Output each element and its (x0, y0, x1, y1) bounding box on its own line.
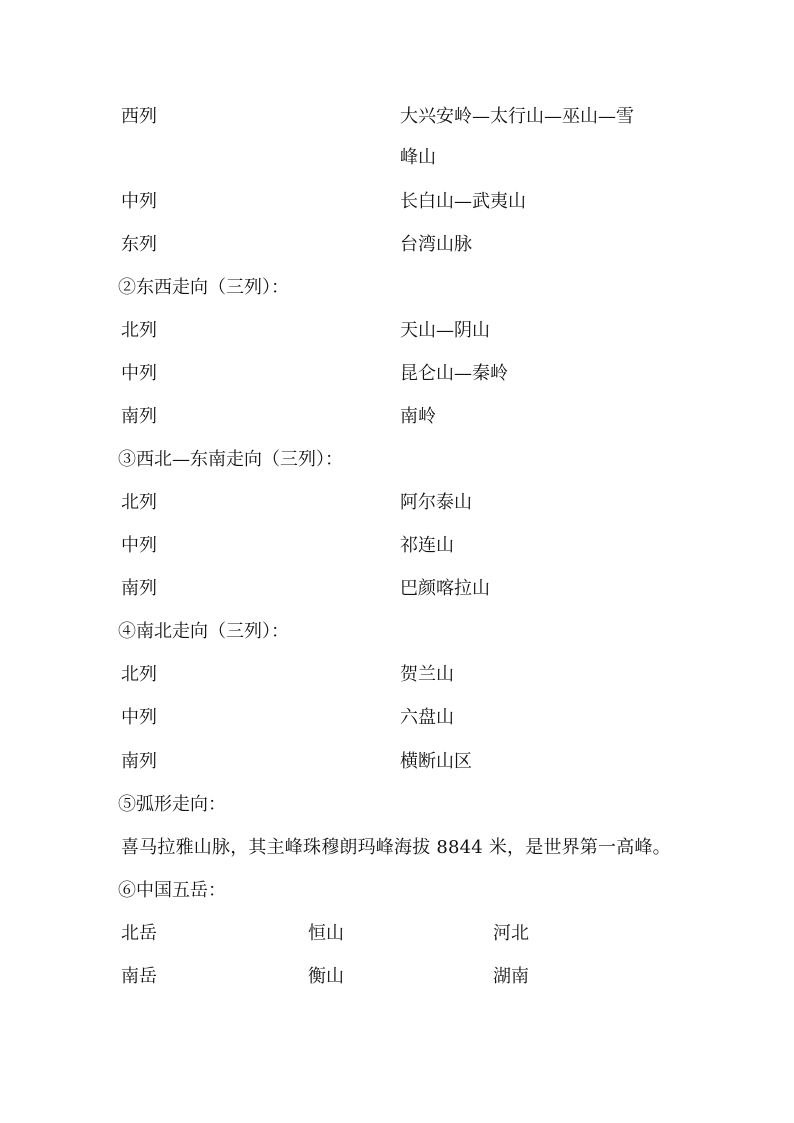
row-label: 南列 (121, 578, 157, 599)
row-label: 南列 (121, 751, 157, 772)
peak-province: 湖南 (493, 966, 529, 987)
peak-name: 北岳 (121, 923, 157, 944)
row-value: 昆仑山—秦岭 (400, 363, 508, 384)
row-label: 北列 (121, 664, 157, 685)
ne-row-west (0, 108, 794, 134)
peak-mountain: 恒山 (308, 923, 344, 944)
ns-row-north (0, 666, 794, 692)
section-heading-northwest-southeast: ③西北—东南走向（三列）： (118, 449, 343, 470)
arc-paragraph: 喜马拉雅山脉，其主峰珠穆朗玛峰海拔 8844 米，是世界第一高峰。 (121, 837, 671, 858)
row-label: 中列 (121, 707, 157, 728)
ns-heading-line (0, 623, 794, 649)
ns-row-south (0, 753, 794, 779)
row-value: 长白山—武夷山 (400, 191, 526, 212)
row-value: 阿尔泰山 (400, 492, 472, 513)
section-heading-north-south: ④南北走向（三列）： (118, 621, 289, 642)
ew-row-north (0, 322, 794, 348)
row-value: 天山—阴山 (400, 320, 490, 341)
ne-row-east (0, 236, 794, 262)
row-label: 东列 (121, 234, 157, 255)
peak-province: 河北 (493, 923, 529, 944)
row-value: 台湾山脉 (400, 234, 472, 255)
five-peaks-row (0, 925, 794, 951)
arc-paragraph-line (0, 839, 794, 865)
row-label: 中列 (121, 363, 157, 384)
row-value: 祁连山 (400, 535, 454, 556)
section-heading-arc: ⑤弧形走向： (118, 794, 226, 815)
row-value: 南岭 (400, 406, 436, 427)
peak-name: 南岳 (121, 966, 157, 987)
row-label: 西列 (121, 106, 157, 127)
ne-row-west-continued (0, 149, 794, 175)
row-label: 中列 (121, 191, 157, 212)
peak-mountain: 衡山 (308, 966, 344, 987)
nwse-row-middle (0, 537, 794, 563)
row-value: 巴颜喀拉山 (400, 578, 490, 599)
row-value: 贺兰山 (400, 664, 454, 685)
section-heading-east-west: ②东西走向（三列）： (118, 277, 289, 298)
five-peaks-heading-line (0, 882, 794, 908)
row-value: 六盘山 (400, 707, 454, 728)
row-label: 北列 (121, 320, 157, 341)
nwse-heading-line (0, 451, 794, 477)
row-value: 大兴安岭—太行山—巫山—雪 (400, 106, 634, 127)
five-peaks-row (0, 968, 794, 994)
ns-row-middle (0, 709, 794, 735)
row-value-continued: 峰山 (400, 147, 436, 168)
ew-row-south (0, 408, 794, 434)
nwse-row-south (0, 580, 794, 606)
row-value: 横断山区 (400, 751, 472, 772)
ew-row-middle (0, 365, 794, 391)
ne-row-middle (0, 193, 794, 219)
row-label: 北列 (121, 492, 157, 513)
arc-heading-line (0, 796, 794, 822)
row-label: 中列 (121, 535, 157, 556)
row-label: 南列 (121, 406, 157, 427)
nwse-row-north (0, 494, 794, 520)
section-heading-five-peaks: ⑥中国五岳： (118, 880, 226, 901)
ew-heading-line (0, 279, 794, 305)
